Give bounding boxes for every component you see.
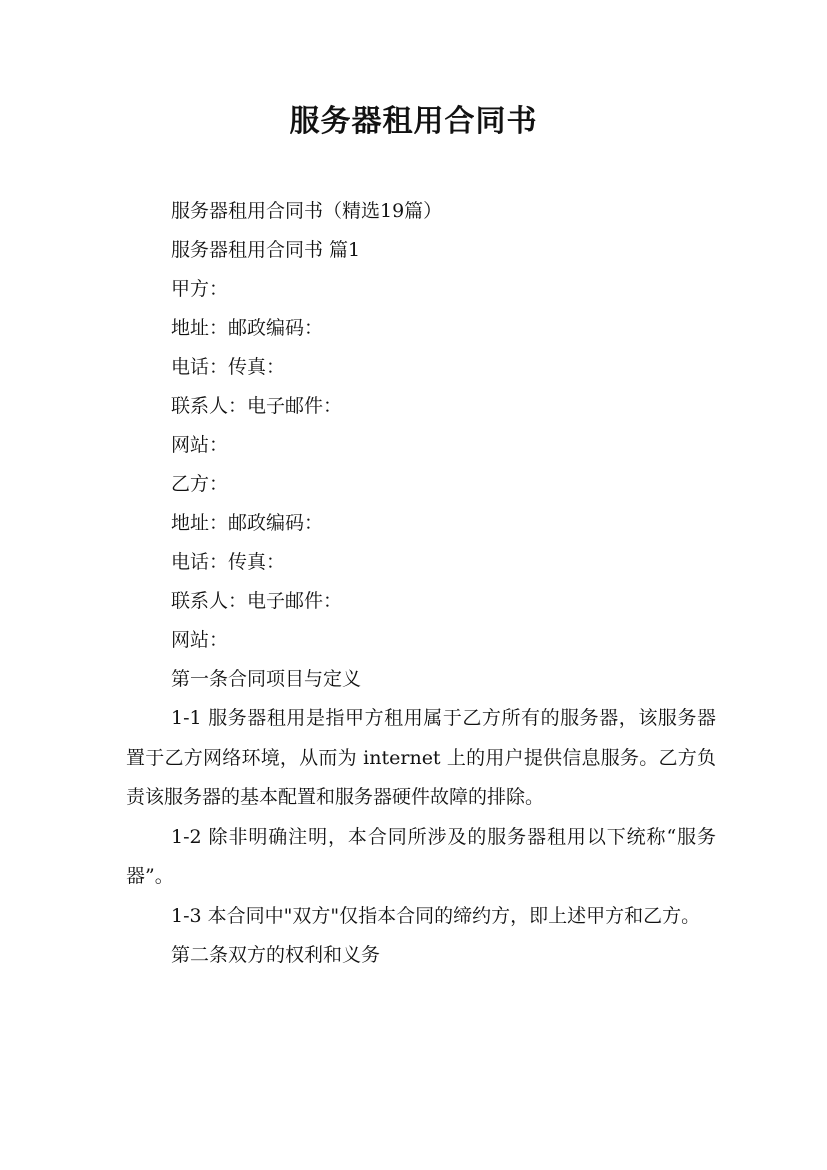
subtitle-line: 服务器租用合同书（精选19篇）	[171, 200, 443, 222]
chapter-heading: 服务器租用合同书 篇1	[171, 239, 361, 261]
clause-1-1: 1-1 服务器租用是指甲方租用属于乙方所有的服务器，该服务器置于乙方网络环境，从而为 internet 上的用户提供信息服务。乙方负责该服务器的基本配置和服务器硬件故障的排除。	[126, 707, 716, 808]
party-b-phone: 电话：传真：	[171, 551, 286, 573]
party-a-website: 网站：	[171, 434, 229, 456]
party-b-contact: 联系人：电子邮件：	[171, 590, 343, 612]
section-1-heading: 第一条合同项目与定义	[171, 668, 362, 690]
party-b-website: 网站：	[171, 629, 229, 651]
party-a-label: 甲方：	[171, 278, 229, 300]
document-body	[126, 192, 716, 975]
party-a-address: 地址：邮政编码：	[171, 317, 324, 339]
party-a-phone: 电话：传真：	[171, 356, 286, 378]
party-b-label: 乙方：	[171, 473, 229, 495]
clause-1-2: 1-2 除非明确注明，本合同所涉及的服务器租用以下统称“服务器”。	[126, 825, 716, 887]
document-title: 服务器租用合同书	[289, 104, 538, 139]
party-a-contact: 联系人：电子邮件：	[171, 395, 343, 417]
section-2-heading: 第二条双方的权利和义务	[171, 944, 381, 966]
party-b-address: 地址：邮政编码：	[171, 512, 324, 534]
clause-1-3: 1-3 本合同中"双方"仅指本合同的缔约方，即上述甲方和乙方。	[171, 904, 701, 927]
